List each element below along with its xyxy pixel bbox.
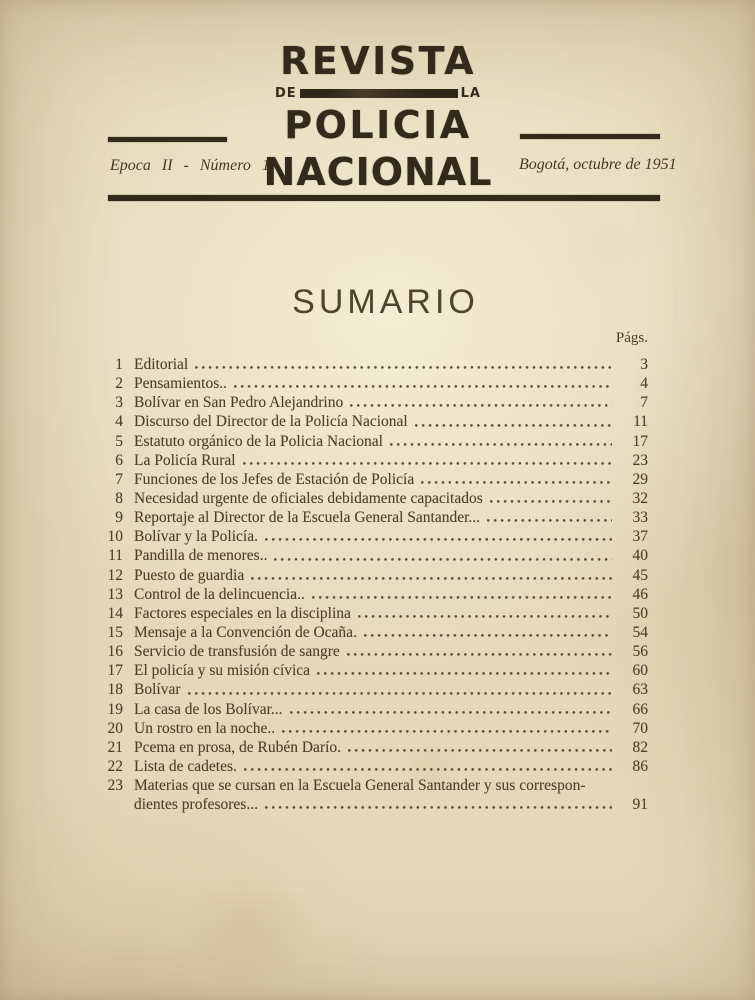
toc-entry-number: 19	[107, 700, 123, 718]
table-of-contents	[103, 355, 648, 814]
toc-entry-page: 37	[632, 528, 648, 546]
toc-entry-page: 60	[632, 662, 648, 680]
toc-entry-page: 23	[632, 451, 648, 469]
toc-dot-leader	[350, 403, 612, 408]
toc-entry-page: 33	[632, 509, 648, 527]
toc-entry-number: 17	[107, 662, 123, 680]
toc-dot-leader	[390, 442, 612, 447]
toc-entry-page: 40	[632, 547, 648, 565]
masthead-title-revista: REVISTA	[279, 39, 476, 83]
toc-entry-page: 70	[632, 719, 648, 737]
toc-row	[103, 566, 648, 585]
toc-dot-leader	[358, 614, 612, 619]
toc-entry-title: La casa de los Bolívar...	[134, 700, 283, 718]
toc-row	[103, 470, 648, 489]
toc-entry-number: 16	[107, 643, 123, 661]
toc-row-continuation	[103, 795, 648, 814]
toc-entry-number: 13	[107, 585, 123, 603]
toc-row	[103, 757, 648, 776]
toc-entry-title: Estatuto orgánico de la Policia Nacional	[134, 432, 383, 450]
toc-entry-page: 32	[632, 489, 648, 507]
toc-dot-leader	[282, 729, 612, 734]
toc-row	[103, 489, 648, 508]
toc-entry-page: 91	[632, 796, 648, 814]
toc-entry-number: 18	[107, 681, 123, 699]
toc-row	[103, 623, 648, 642]
toc-row	[103, 374, 648, 393]
toc-row	[103, 451, 648, 470]
toc-entry-title: Pensamientos..	[134, 375, 227, 393]
toc-entry-page: 56	[632, 643, 648, 661]
toc-entry-page: 86	[632, 757, 648, 775]
toc-entry-number: 7	[115, 470, 123, 488]
toc-entry-page: 66	[632, 700, 648, 718]
toc-entry-number: 12	[107, 566, 123, 584]
toc-row	[103, 355, 648, 374]
toc-dot-leader	[244, 767, 612, 772]
toc-row	[103, 412, 648, 431]
toc-dot-leader	[234, 384, 612, 389]
toc-entry-title: Discurso del Director de la Policía Nacional	[134, 413, 408, 431]
toc-entry-page: 82	[632, 738, 648, 756]
toc-entry-title: Servicio de transfusión de sangre	[134, 643, 340, 661]
toc-entry-number: 22	[107, 757, 123, 775]
toc-entry-title: Puesto de guardia	[134, 566, 245, 584]
toc-entry-number: 10	[107, 528, 123, 546]
masthead-bottom-rule	[108, 195, 660, 201]
toc-row	[103, 700, 648, 719]
toc-entry-number: 9	[115, 509, 123, 527]
toc-row	[103, 432, 648, 451]
toc-entry-number: 2	[115, 375, 123, 393]
masthead-title-policia: POLICIA	[284, 103, 472, 147]
masthead-de-la-row	[275, 87, 481, 100]
toc-dot-leader	[265, 805, 612, 810]
toc-row	[103, 546, 648, 565]
toc-row	[103, 776, 648, 795]
toc-entry-number: 15	[107, 623, 123, 641]
toc-entry-number: 5	[115, 432, 123, 450]
toc-entry-number: 4	[115, 413, 123, 431]
toc-entry-page: 17	[632, 432, 648, 450]
left-rule	[108, 137, 227, 142]
toc-entry-title: Reportaje al Director de la Escuela General Santander...	[134, 509, 481, 527]
toc-dot-leader	[195, 365, 612, 370]
toc-dot-leader	[251, 576, 612, 581]
toc-entry-page: 4	[640, 375, 648, 393]
toc-row	[103, 585, 648, 604]
toc-dot-leader	[487, 518, 612, 523]
toc-row	[103, 642, 648, 661]
toc-row	[103, 680, 648, 699]
toc-entry-number: 11	[108, 547, 123, 565]
masthead-de: DE	[275, 86, 297, 101]
toc-entry-page: 7	[640, 394, 648, 412]
masthead	[263, 39, 493, 194]
toc-entry-page: 3	[640, 356, 648, 373]
toc-entry-number: 1	[115, 356, 123, 373]
toc-dot-leader	[415, 423, 612, 428]
toc-entry-page: 46	[632, 585, 648, 603]
pages-column-header: Págs.	[615, 330, 648, 346]
toc-entry-page: 50	[632, 604, 648, 622]
toc-row	[103, 738, 648, 757]
toc-entry-title: El policía y su misión cívica	[134, 662, 311, 680]
toc-dot-leader	[243, 461, 612, 466]
toc-dot-leader	[490, 499, 612, 504]
toc-dot-leader	[421, 480, 612, 485]
edition-text: Epoca II - Número 1	[110, 157, 270, 174]
toc-entry-title: Pcema en prosa, de Rubén Darío.	[134, 738, 342, 756]
toc-entry-title: Lista de cadetes.	[134, 757, 237, 775]
toc-dot-leader	[348, 748, 612, 753]
toc-entry-number: 6	[115, 451, 123, 469]
toc-row	[103, 393, 648, 412]
toc-entry-title: Bolívar y la Policía.	[134, 528, 258, 546]
masthead-title-nacional: NACIONAL	[263, 150, 493, 194]
toc-entry-title: Materias que se cursan en la Escuela General Santander y sus correspon-	[134, 777, 586, 795]
toc-entry-number: 21	[107, 738, 123, 756]
toc-entry-title: Bolívar en San Pedro Alejandrino	[134, 394, 344, 412]
right-rule	[520, 134, 660, 139]
toc-entry-title: Bolívar	[134, 681, 181, 699]
toc-entry-number: 3	[115, 394, 123, 412]
toc-entry-title: Control de la delincuencia..	[134, 585, 305, 603]
toc-entry-page: 45	[632, 566, 648, 584]
masthead-bar-rule	[300, 89, 458, 98]
toc-entry-number: 8	[115, 489, 123, 507]
toc-entry-page: 29	[632, 470, 648, 488]
toc-row	[103, 661, 648, 680]
toc-entry-title: Mensaje a la Convención de Ocaña.	[134, 623, 357, 641]
toc-dot-leader	[188, 691, 613, 696]
toc-entry-number: 14	[107, 604, 123, 622]
toc-dot-leader	[265, 537, 612, 542]
toc-entry-page: 11	[633, 413, 648, 431]
toc-dot-leader	[317, 671, 612, 676]
issue-date-text: Bogotá, octubre de 1951	[519, 156, 677, 173]
toc-dot-leader	[274, 557, 612, 562]
toc-row	[103, 604, 648, 623]
toc-entry-title: Pandilla de menores..	[134, 547, 268, 565]
toc-dot-leader	[364, 633, 612, 638]
toc-entry-title: Editorial	[134, 356, 189, 373]
toc-entry-title: La Policía Rural	[134, 451, 236, 469]
toc-entry-title: Factores especiales en la disciplina	[134, 604, 351, 622]
toc-entry-number: 23	[107, 777, 123, 795]
toc-entry-number: 20	[107, 719, 123, 737]
toc-row	[103, 527, 648, 546]
toc-row	[103, 719, 648, 738]
masthead-la: LA	[460, 86, 481, 101]
toc-entry-page: 63	[632, 681, 648, 699]
toc-dot-leader	[312, 595, 612, 600]
toc-entry-title: Necesidad urgente de oficiales debidamente capacitados	[134, 489, 483, 507]
toc-entry-page: 54	[632, 623, 648, 641]
summary-title: SUMARIO	[292, 283, 479, 321]
toc-entry-title: Funciones de los Jefes de Estación de Policía	[134, 470, 415, 488]
toc-dot-leader	[290, 710, 613, 715]
toc-entry-title-continuation: dientes profesores...	[134, 796, 258, 814]
toc-dot-leader	[347, 652, 612, 657]
toc-entry-title: Un rostro en la noche..	[134, 719, 276, 737]
toc-row	[103, 508, 648, 527]
